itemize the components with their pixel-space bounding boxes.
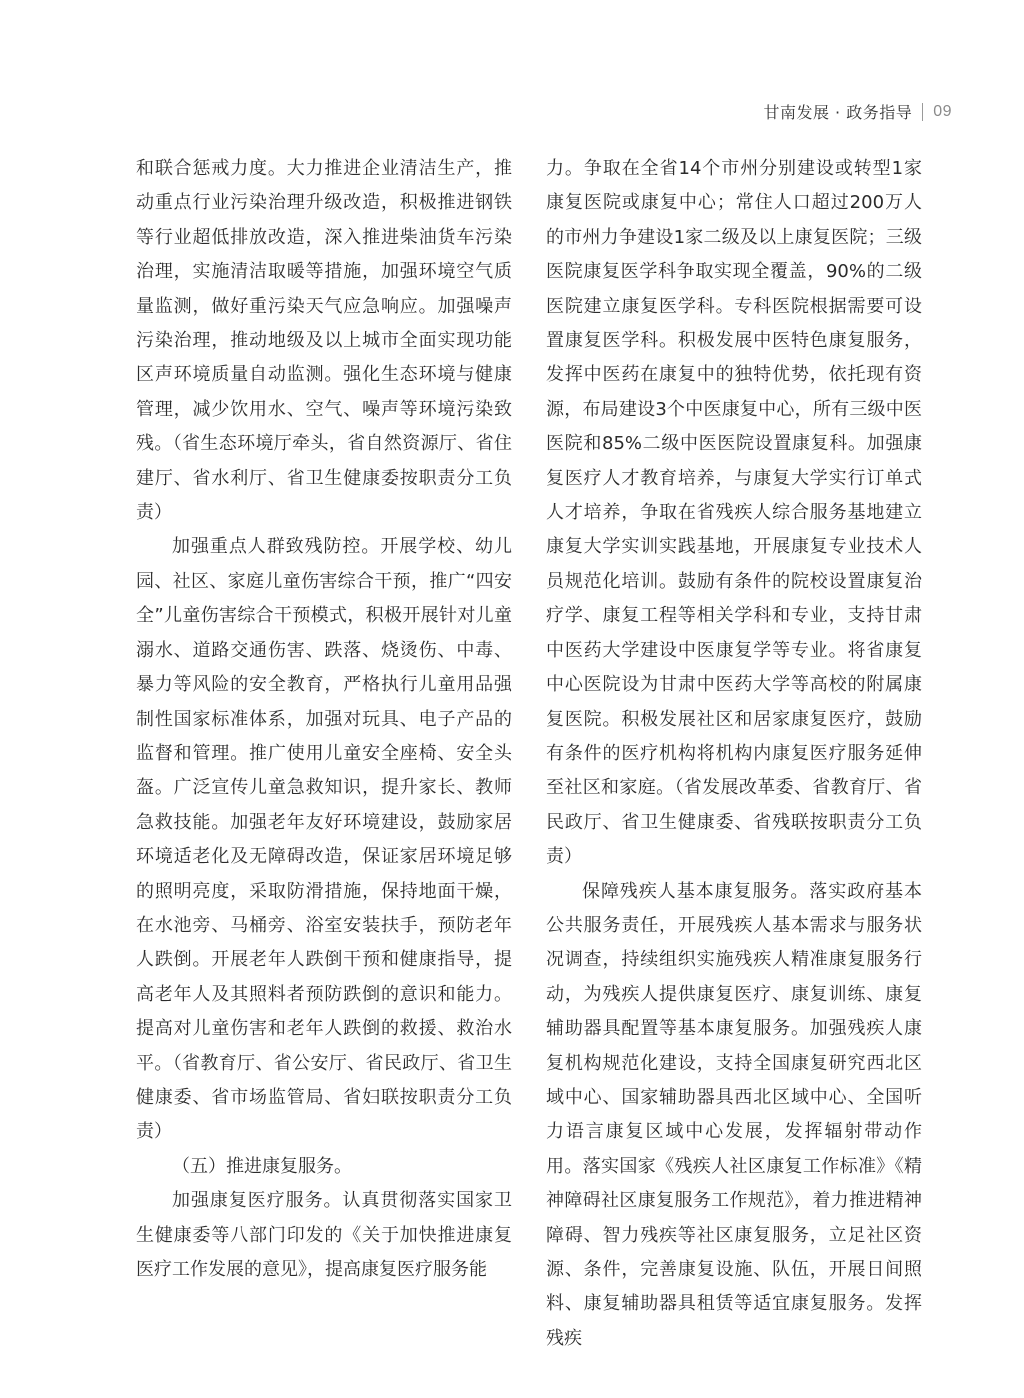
right-column: [546, 152, 922, 1356]
paragraph: 力。争取在全省14个市州分别建设或转型1家康复医院或康复中心；常住人口超过200万人的市州力争建设1家二级及以上康复医院；三级医院康复医学科争取实现全覆盖，90%的二级医院建立康复医学科。专科医院根据需要可设置康复医学科。积极发展中医特色康复服务，发挥中医药在康复中的独特优势，依托现有资源，布局建设3个中医康复中心，所有三级中医医院和85%二级中医医院设置康复科。加强康复医疗人才教育培养，与康复大学实行订单式人才培养，争取在省残疾人综合服务基地建立康复大学实训实践基地，开展康复专业技术人员规范化培训。鼓励有条件的院校设置康复治疗学、康复工程等相关学科和专业，支持甘肃中医药大学建设中医康复学等专业。将省康复中心医院设为甘肃中医药大学等高校的附属康复医院。积极发展社区和居家康复医疗，鼓励有条件的医疗机构将机构内康复医疗服务延伸至社区和家庭。（省发展改革委、省教育厅、省民政厅、省卫生健康委、省残联按职责分工负责）: [546, 158, 922, 868]
publication-title: 甘南发展 · 政务指导: [763, 103, 913, 122]
header-divider: [922, 103, 923, 121]
paragraph: 加强重点人群致残防控。开展学校、幼儿园、社区、家庭儿童伤害综合干预，推广“四安全”儿童伤害综合干预模式，积极开展针对儿童溺水、道路交通伤害、跌落、烧烫伤、中毒、暴力等风险的安全教育，严格执行儿童用品强制性国家标准体系，加强对玩具、电子产品的监督和管理。推广使用儿童安全座椅、安全头盔。广泛宣传儿童急救知识，提升家长、教师急救技能。加强老年友好环境建设，鼓励家居环境适老化及无障碍改造，保证家居环境足够的照明亮度，采取防滑措施，保持地面干燥，在水池旁、马桶旁、浴室安装扶手，预防老年人跌倒。开展老年人跌倒干预和健康指导，提高老年人及其照料者预防跌倒的意识和能力。提高对儿童伤害和老年人跌倒的救援、救治水平。（省教育厅、省公安厅、省民政厅、省卫生健康委、省市场监管局、省妇联按职责分工负责）: [136, 536, 512, 1143]
page-number: 09: [933, 102, 952, 120]
section-heading: （五）推进康复服务。: [172, 1155, 352, 1177]
paragraph: 保障残疾人基本康复服务。落实政府基本公共服务责任，开展残疾人基本需求与服务状况调查，持续组织实施残疾人精准康复服务行动，为残疾人提供康复医疗、康复训练、康复辅助器具配置等基本康复服务。加强残疾人康复机构规范化建设，支持全国康复研究西北区域中心、国家辅助器具西北区域中心、全国听力语言康复区域中心发展，发挥辐射带动作用。落实国家《残疾人社区康复工作标准》《精神障碍社区康复服务工作规范》，着力推进精神障碍、智力残疾等社区康复服务，立足社区资源、条件，完善康复设施、队伍，开展日间照料、康复辅助器具租赁等适宜康复服务。发挥残疾: [546, 880, 922, 1349]
running-header: [763, 100, 952, 123]
left-column: [136, 152, 512, 1287]
paragraph: 和联合惩戒力度。大力推进企业清洁生产，推动重点行业污染治理升级改造，积极推进钢铁等行业超低排放改造，深入推进柴油货车污染治理，实施清洁取暖等措施，加强环境空气质量监测，做好重污染天气应急响应。加强噪声污染治理，推动地级及以上城市全面实现功能区声环境质量自动监测。强化生态环境与健康管理，减少饮用水、空气、噪声等环境污染致残。（省生态环境厅牵头，省自然资源厅、省住建厅、省水利厅、省卫生健康委按职责分工负责）: [136, 158, 512, 524]
paragraph: 加强康复医疗服务。认真贯彻落实国家卫生健康委等八部门印发的《关于加快推进康复医疗工作发展的意见》，提高康复医疗服务能: [136, 1190, 512, 1280]
